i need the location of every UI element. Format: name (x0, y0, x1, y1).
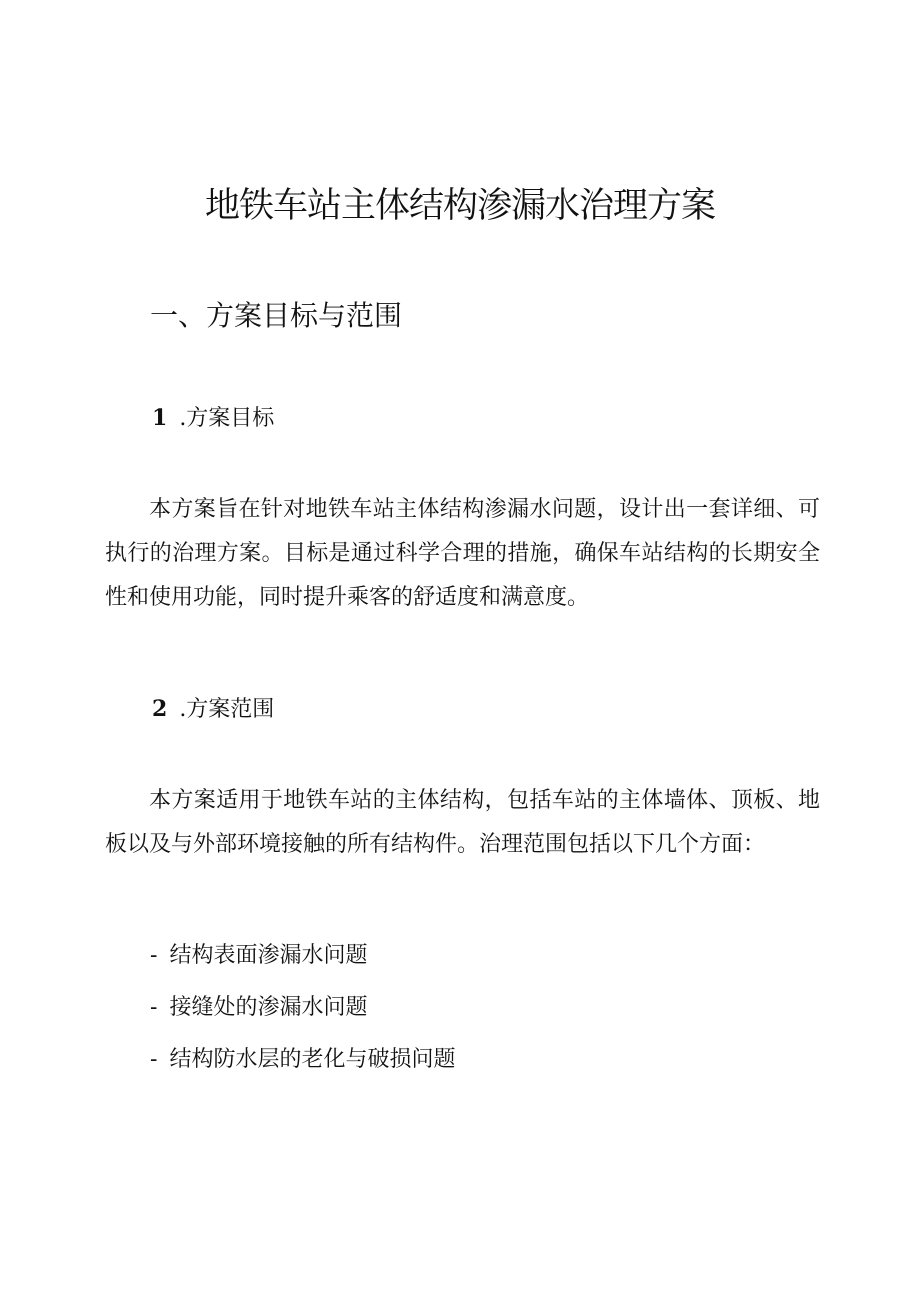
document-title: 地铁车站主体结构渗漏水治理方案 (204, 186, 715, 226)
bullet-dash: - (150, 943, 158, 968)
scope-paragraph: 本方案适用于地铁车站的主体结构，包括车站的主体墙体、顶板、地板以及与外部环境接触的所有结构件。治理范围包括以下几个方面： (105, 788, 820, 857)
list-item-text: 结构防水层的老化与破损问题 (169, 1047, 456, 1072)
subheading-scope-label: .方案范围 (179, 697, 275, 722)
subheading-goal-label: .方案目标 (179, 406, 275, 431)
bullet-dash: - (150, 1047, 158, 1072)
scope-list (150, 930, 455, 1086)
goal-paragraph: 本方案旨在针对地铁车站主体结构渗漏水问题，设计出一套详细、可执行的治理方案。目标是通过科学合理的措施，确保车站结构的长期安全性和使用功能，同时提升乘客的舒适度和满意度。 (105, 497, 820, 610)
list-item (150, 930, 455, 982)
bullet-dash: - (150, 995, 158, 1020)
list-item-text: 接缝处的渗漏水问题 (169, 995, 368, 1020)
list-item (150, 1034, 455, 1086)
list-item-text: 结构表面渗漏水问题 (169, 943, 368, 968)
subheading-scope (152, 693, 274, 726)
section-heading: 一、方案目标与范围 (150, 299, 403, 332)
subheading-goal (152, 402, 274, 435)
subheading-goal-number: 1 (152, 405, 168, 431)
list-item (150, 982, 455, 1034)
subheading-scope-number: 2 (152, 696, 168, 722)
